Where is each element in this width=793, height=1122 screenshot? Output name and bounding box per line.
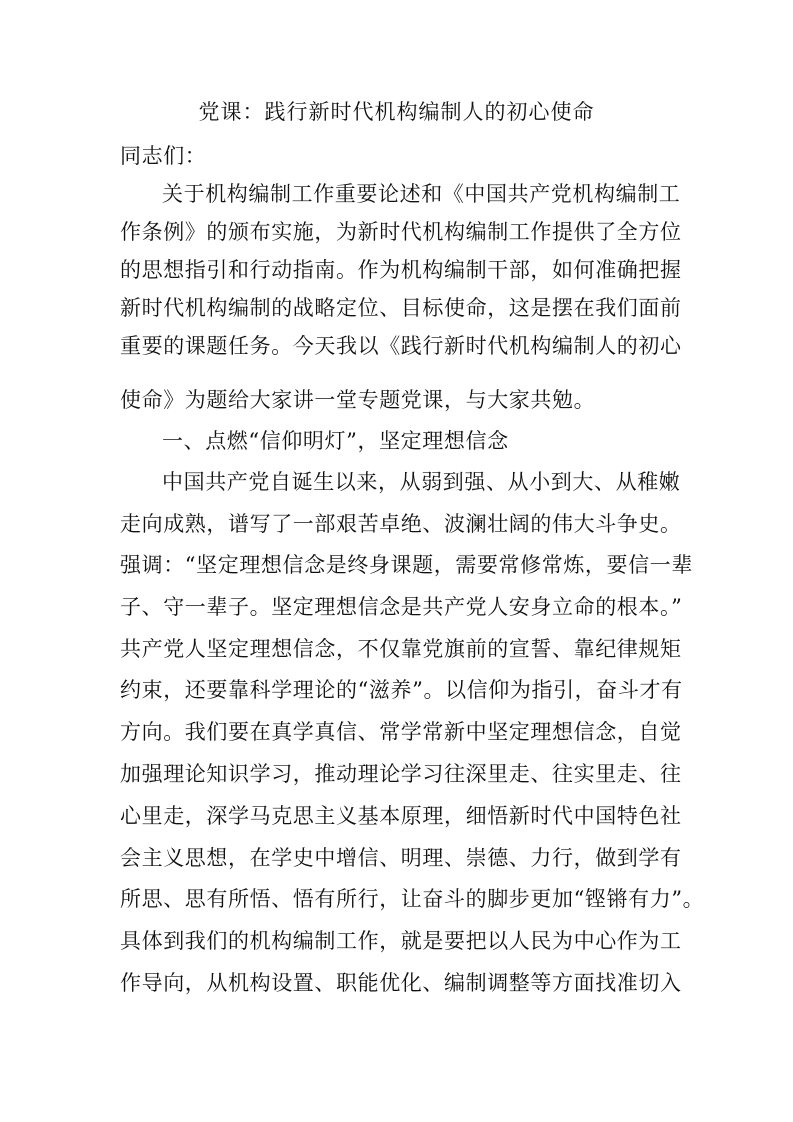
paragraph-line: 所思、思有所悟、悟有所行，让奋斗的脚步更加“铿锵有力”。 (120, 887, 705, 911)
paragraph-line: 加强理论知识学习，推动理论学习往深里走、往实里走、往 (120, 762, 682, 786)
paragraph-line: 约束，还要靠科学理论的“滋养”。以信仰为指引，奋斗才有 (120, 678, 683, 702)
paragraph-line: 的思想指引和行动指南。作为机构编制干部，如何准确把握 (120, 258, 682, 282)
paragraph-line: 强调：“坚定理想信念是终身课题，需要常修常炼，要信一辈 (120, 553, 693, 577)
paragraph-line: 使命》为题给大家讲一堂专题党课，与大家共勉。 (120, 388, 596, 412)
paragraph-line: 心里走，深学马克思主义基本原理，细悟新时代中国特色社 (120, 804, 682, 828)
paragraph-line: 方向。我们要在真学真信、常学常新中坚定理想信念，自觉 (120, 720, 682, 744)
paragraph-line: 关于机构编制工作重要论述和《中国共产党机构编制工 (162, 182, 681, 206)
paragraph-line: 中国共产党自诞生以来，从弱到强、从小到大、从稚嫩 (162, 470, 681, 494)
paragraph-line: 作条例》的颁布实施，为新时代机构编制工作提供了全方位 (120, 220, 682, 244)
paragraph-line: 作导向，从机构设置、职能优化、编制调整等方面找准切入 (120, 971, 682, 995)
document-title: 党课：践行新时代机构编制人的初心使命 (198, 100, 595, 124)
paragraph-line: 新时代机构编制的战略定位、目标使命，这是摆在我们面前 (120, 296, 682, 320)
salutation: 同志们： (120, 144, 207, 168)
paragraph-line: 会主义思想，在学史中增信、明理、崇德、力行，做到学有 (120, 846, 682, 870)
paragraph-line: 子、守一辈子。坚定理想信念是共产党人安身立命的根本。” (120, 595, 683, 619)
paragraph-line: 重要的课题任务。今天我以《践行新时代机构编制人的初心 (120, 334, 682, 358)
paragraph-line: 走向成熟，谱写了一部艰苦卓绝、波澜壮阔的伟大斗争史。 (120, 512, 682, 536)
paragraph-line: 具体到我们的机构编制工作，就是要把以人民为中心作为工 (120, 929, 682, 953)
section-heading: 一、点燃“信仰明灯”，坚定理想信念 (162, 429, 509, 453)
paragraph-line: 共产党人坚定理想信念，不仅靠党旗前的宣誓、靠纪律规矩 (120, 637, 682, 661)
